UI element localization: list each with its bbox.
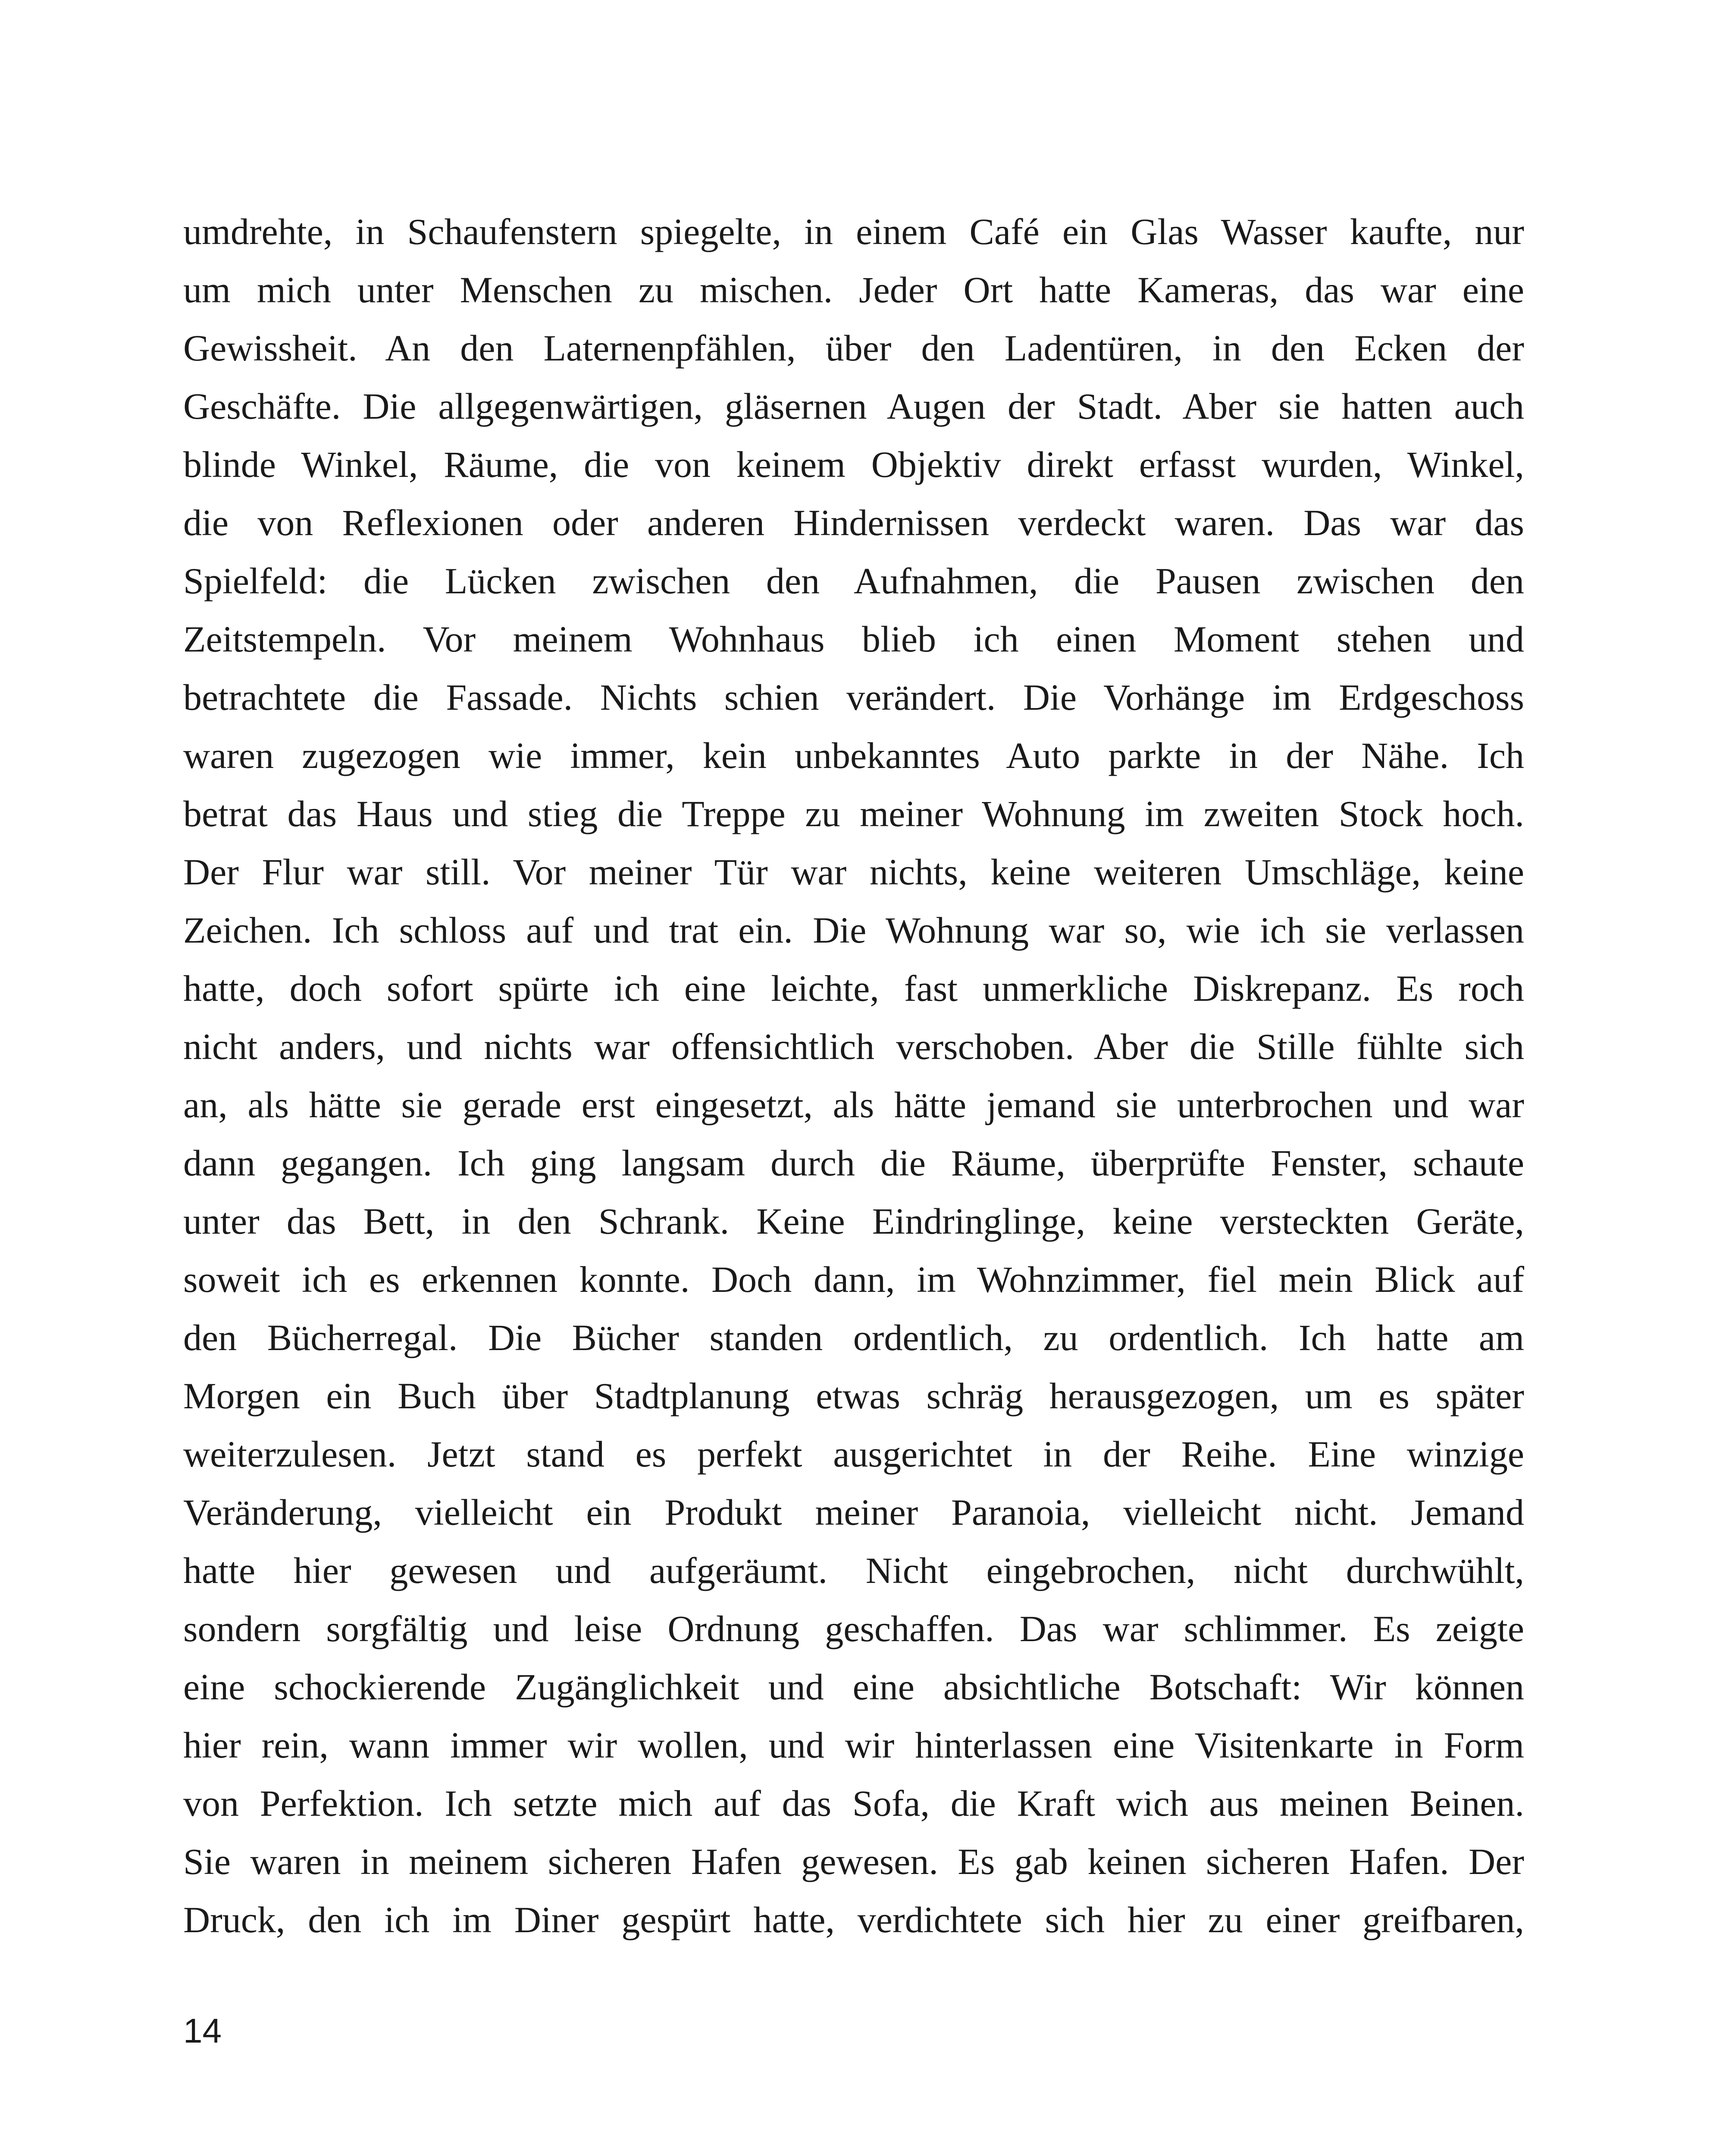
text-line: an, als hätte sie gerade erst eingesetzt, als hätte jemand sie unterbrochen und war <box>183 1084 1524 1125</box>
text-line: eine schockierende Zugänglichkeit und eine absichtliche Botschaft: Wir können <box>183 1666 1524 1708</box>
text-line: Zeitstempeln. Vor meinem Wohnhaus blieb ich einen Moment stehen und <box>183 618 1524 660</box>
text-line: blinde Winkel, Räume, die von keinem Objektiv direkt erfasst wurden, Winkel, <box>183 444 1524 485</box>
text-line: unter das Bett, in den Schrank. Keine Eindringlinge, keine versteckten Geräte, <box>183 1200 1524 1242</box>
page-number: 14 <box>183 2012 222 2050</box>
text-line: sondern sorgfältig und leise Ordnung geschaffen. Das war schlimmer. Es zeigte <box>183 1608 1524 1649</box>
text-line: soweit ich es erkennen konnte. Doch dann, im Wohnzimmer, fiel mein Blick auf <box>183 1259 1524 1300</box>
text-line: hatte hier gewesen und aufgeräumt. Nicht eingebrochen, nicht durchwühlt, <box>183 1550 1524 1591</box>
text-line: Der Flur war still. Vor meiner Tür war nichts, keine weiteren Umschläge, keine <box>183 851 1524 893</box>
text-line: hier rein, wann immer wir wollen, und wir hinterlassen eine Visitenkarte in Form <box>183 1724 1524 1766</box>
text-line: Spielfeld: die Lücken zwischen den Aufnahmen, die Pausen zwischen den <box>183 560 1524 602</box>
text-line: umdrehte, in Schaufenstern spiegelte, in einem Café ein Glas Wasser kaufte, nur <box>183 211 1524 252</box>
text-line: betrachtete die Fassade. Nichts schien verändert. Die Vorhänge im Erdgeschoss <box>183 677 1524 718</box>
text-line: hatte, doch sofort spürte ich eine leichte, fast unmerkliche Diskrepanz. Es roch <box>183 968 1524 1009</box>
text-line: Geschäfte. Die allgegenwärtigen, gläsernen Augen der Stadt. Aber sie hatten auch <box>183 385 1524 427</box>
text-line: waren zugezogen wie immer, kein unbekanntes Auto parkte in der Nähe. Ich <box>183 735 1524 776</box>
text-line: den Bücherregal. Die Bücher standen ordentlich, zu ordentlich. Ich hatte am <box>183 1317 1524 1358</box>
text-line: dann gegangen. Ich ging langsam durch die Räume, überprüfte Fenster, schaute <box>183 1142 1524 1184</box>
text-line: Zeichen. Ich schloss auf und trat ein. Die Wohnung war so, wie ich sie verlassen <box>183 909 1524 951</box>
text-line: weiterzulesen. Jetzt stand es perfekt ausgerichtet in der Reihe. Eine winzige <box>183 1433 1524 1475</box>
text-line: Veränderung, vielleicht ein Produkt meiner Paranoia, vielleicht nicht. Jemand <box>183 1492 1524 1533</box>
text-line: Sie waren in meinem sicheren Hafen gewesen. Es gab keinen sicheren Hafen. Der <box>183 1841 1524 1882</box>
text-line: Gewissheit. An den Laternenpfählen, über den Ladentüren, in den Ecken der <box>183 327 1524 369</box>
text-line: betrat das Haus und stieg die Treppe zu meiner Wohnung im zweiten Stock hoch. <box>183 793 1524 834</box>
text-line: um mich unter Menschen zu mischen. Jeder Ort hatte Kameras, das war eine <box>183 269 1524 310</box>
text-line: Morgen ein Buch über Stadtplanung etwas schräg herausgezogen, um es später <box>183 1375 1524 1416</box>
text-line: nicht anders, und nichts war offensichtlich verschoben. Aber die Stille fühlte sich <box>183 1026 1524 1067</box>
text-line: von Perfektion. Ich setzte mich auf das Sofa, die Kraft wich aus meinen Beinen. <box>183 1783 1524 1824</box>
text-line: Druck, den ich im Diner gespürt hatte, verdichtete sich hier zu einer greifbaren, <box>183 1899 1524 1940</box>
body-text <box>183 203 1524 1949</box>
text-line: die von Reflexionen oder anderen Hindernissen verdeckt waren. Das war das <box>183 502 1524 543</box>
